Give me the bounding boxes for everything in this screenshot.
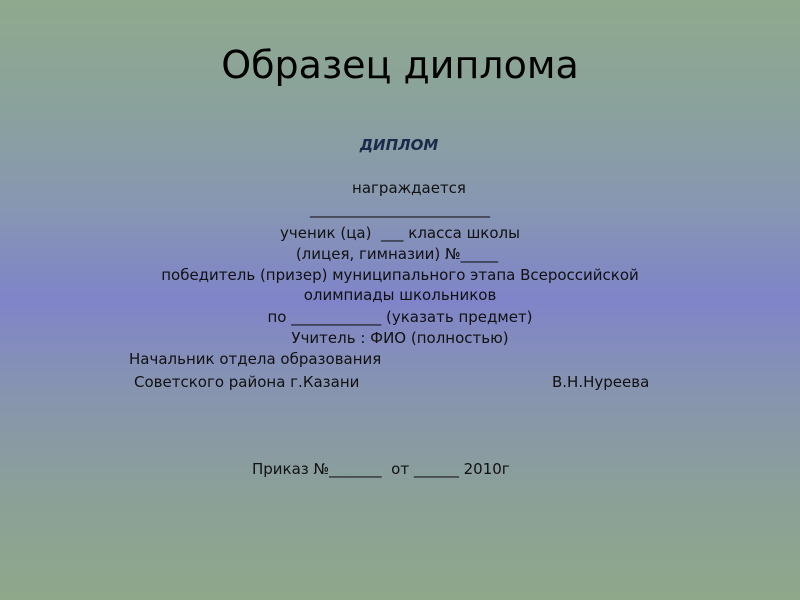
head-title-line-2: Советского района г.Казани [134, 373, 360, 391]
teacher-line: Учитель : ФИО (полностью) [291, 329, 509, 347]
school-line: (лицея, гимназии) №_____ [295, 245, 499, 263]
student-line: ученик (ца) ___ класса школы [280, 224, 520, 242]
order-line: Приказ №_______ от ______ 2010г [252, 460, 510, 478]
diploma-heading-row [0, 135, 799, 155]
name-blank: ________________________ [310, 200, 490, 218]
head-name: В.Н.Нуреева [552, 373, 650, 391]
slide-title: Образец диплома [221, 43, 579, 87]
awarded-text: награждается [352, 179, 466, 197]
winner-line-1: победитель (призер) муниципального этапа Всероссийской [161, 266, 639, 284]
head-title-line-1: Начальник отдела образования [129, 350, 382, 368]
diploma-heading: ДИПЛОМ [359, 136, 439, 154]
subject-line: по ____________ (указать предмет) [267, 308, 533, 326]
winner-line-2: олимпиады школьников [303, 286, 497, 304]
